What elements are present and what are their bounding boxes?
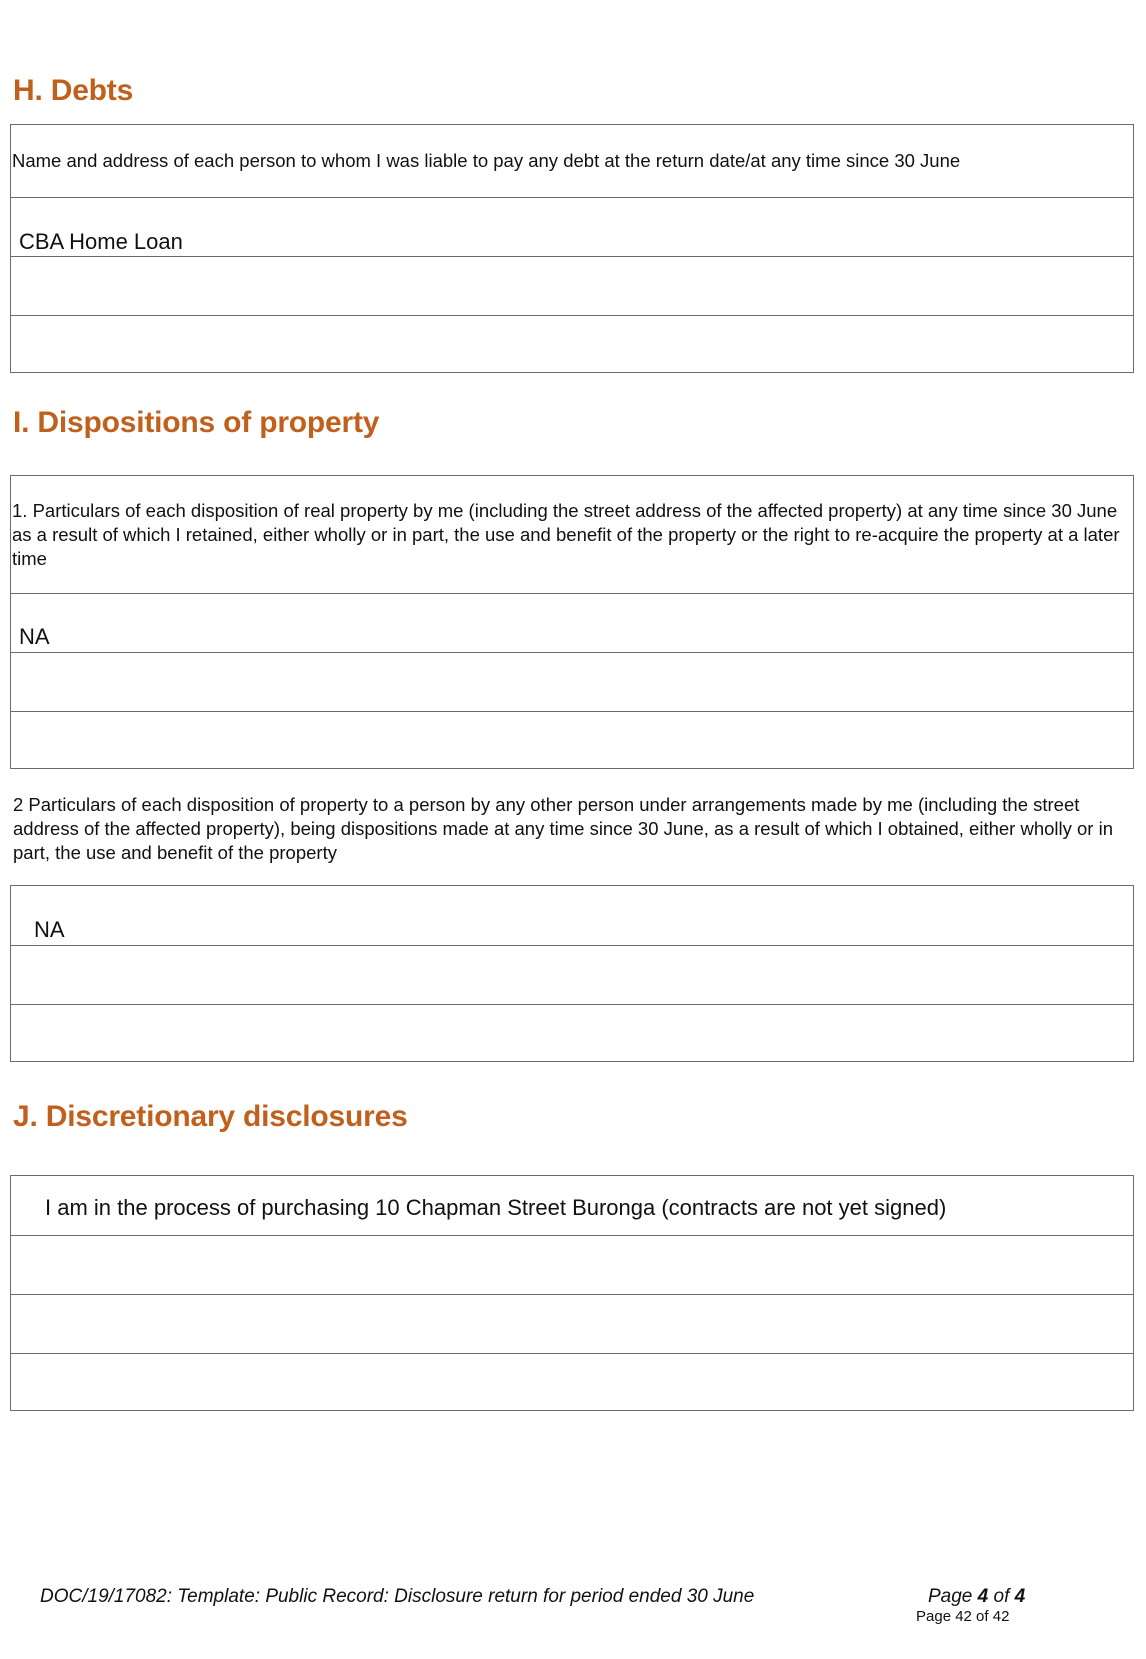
- dispositions-part1-entry-1: NA: [19, 624, 50, 649]
- dispositions-real-property-table: [10, 475, 1134, 769]
- dispositions-part1-prompt: 1. Particulars of each disposition of real property by me (including the street address of the affected property) at any time since 30 June as a result of which I retained, either wholly or in part, the use and benefit of the property or the right to re-acquire the property at a later time: [12, 500, 1120, 569]
- section-j-heading: J. Discretionary disclosures: [13, 1100, 408, 1133]
- discretionary-disclosures-table: [10, 1175, 1134, 1411]
- footer-page-total: 4: [1014, 1586, 1026, 1607]
- debts-entry-1: CBA Home Loan: [19, 229, 183, 254]
- dispositions-entry-row[interactable]: [11, 945, 1133, 1004]
- disclosure-entry-row[interactable]: [11, 1353, 1133, 1409]
- dispositions-entry-row[interactable]: [11, 1004, 1133, 1060]
- disclosure-entry-row[interactable]: [11, 1176, 1133, 1235]
- dispositions-entry-row[interactable]: [11, 593, 1133, 652]
- dispositions-part2-prompt: 2 Particulars of each disposition of property to a person by any other person under arrangements made by me (including the street address of the affected property), being dispositions made at any time since 30 June, as a result of which I obtained, either wholly or in part, the use and benefit of the property: [13, 794, 1114, 863]
- section-i-heading: I. Dispositions of property: [13, 406, 380, 439]
- debts-table: [10, 124, 1134, 373]
- debts-entry-row[interactable]: [11, 197, 1133, 256]
- debts-entry-row[interactable]: [11, 256, 1133, 315]
- debts-prompt-row: [11, 125, 1133, 197]
- disclosure-entry-1: I am in the process of purchasing 10 Chapman Street Buronga (contracts are not yet signed): [45, 1195, 947, 1220]
- disclosure-entry-row[interactable]: [11, 1294, 1133, 1353]
- dispositions-entry-row[interactable]: [11, 711, 1133, 767]
- debts-entry-row[interactable]: [11, 315, 1133, 371]
- footer-doc-reference: DOC/19/17082: Template: Public Record: Disclosure return for period ended 30 June: [40, 1586, 755, 1607]
- debts-prompt: Name and address of each person to whom I was liable to pay any debt at the return date/at any time since 30 June: [12, 150, 961, 171]
- dispositions-arrangements-table: [10, 885, 1134, 1062]
- footer-page-of: of: [988, 1586, 1015, 1607]
- dispositions-entry-row[interactable]: [11, 652, 1133, 711]
- dispositions-prompt-row: [11, 476, 1133, 593]
- footer-page-number: 4: [977, 1586, 989, 1607]
- footer-overall-page: Page 42 of 42: [916, 1608, 1010, 1625]
- dispositions-part2-entry-1: NA: [34, 917, 65, 942]
- section-h-heading: H. Debts: [13, 74, 134, 107]
- footer-page-indicator: [928, 1586, 1025, 1608]
- footer-page-word: Page: [928, 1586, 978, 1607]
- disclosure-entry-row[interactable]: [11, 1235, 1133, 1294]
- dispositions-entry-row[interactable]: [11, 886, 1133, 945]
